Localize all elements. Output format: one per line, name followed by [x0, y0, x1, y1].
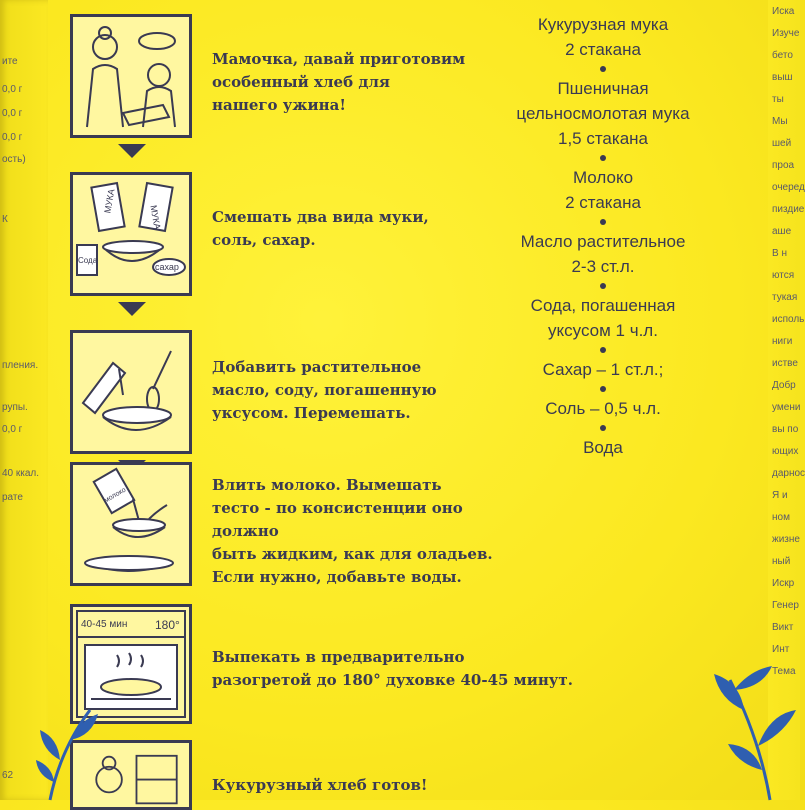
- right-edge-text-fragment: Изуче: [772, 28, 800, 39]
- ingredient-separator-dot: [600, 347, 606, 353]
- right-edge-text-fragment: Мы: [772, 116, 788, 127]
- right-edge-text-fragment: ном: [772, 512, 790, 523]
- right-edge-text-fragment: жизне: [772, 534, 800, 545]
- right-edge-text-fragment: истве: [772, 358, 798, 369]
- right-edge-text-fragment: В н: [772, 248, 787, 259]
- ingredient-item: Кукурузная мука 2 стакана: [537, 15, 669, 59]
- right-edge-text-fragment: ты: [772, 94, 784, 105]
- step-3-text: Добавить растительное масло, соду, погашенную уксусом. Перемешать.: [212, 358, 437, 422]
- left-edge-text-fragment: 62: [2, 770, 14, 781]
- right-edge-text-fragment: шей: [772, 138, 792, 149]
- step-3-illustration: [70, 330, 192, 454]
- ingredient-separator-dot: [600, 155, 606, 161]
- right-edge-text-fragment: Инт: [772, 644, 790, 655]
- step-1-text: Мамочка, давай приготовим особенный хлеб для нашего ужина!: [212, 50, 466, 114]
- right-edge-text-fragment: Искр: [772, 578, 795, 589]
- step-2-text: Смешать два вида муки, соль, сахар.: [212, 208, 429, 249]
- oven-temp-label: 180°: [155, 618, 180, 632]
- left-edge-text-fragment: 40 ккал.: [2, 468, 40, 479]
- ingredient-item: Вода: [583, 438, 623, 457]
- ingredient-separator-dot: [600, 283, 606, 289]
- right-edge-text-fragment: тукая: [772, 292, 798, 303]
- left-edge-text-fragment: пления.: [2, 360, 39, 371]
- step-arrow: [118, 302, 146, 316]
- right-edge-text-fragment: бето: [772, 50, 793, 61]
- ingredient-item: Пшеничная цельносмолотая мука 1,5 стакана: [516, 79, 690, 148]
- step-arrow: [118, 144, 146, 158]
- right-edge-text-fragment: выш: [772, 72, 793, 83]
- oil-whisk-bowl-icon: [73, 333, 189, 451]
- left-edge-text-fragment: ите: [2, 56, 18, 67]
- leaf-decoration-icon: [700, 660, 800, 800]
- left-edge-text-fragment: 0,0 г: [2, 84, 23, 95]
- flour-label: МУКА: [102, 188, 117, 214]
- step-4-text: Влить молоко. Вымешать тесто - по консистенции оно должно быть жидким, как для оладьев. Если нужно, добавьте воды.: [212, 476, 493, 586]
- ingredient-separator-dot: [600, 66, 606, 72]
- step-5-text: Выпекать в предварительно разогретой до 180° духовке 40-45 минут.: [212, 648, 573, 689]
- ingredient-item: Сахар – 1 ст.л.;: [542, 360, 664, 379]
- right-edge-text-fragment: Добр: [772, 380, 796, 391]
- left-edge-text-fragment: рупы.: [2, 402, 28, 413]
- mother-daughter-reading-icon: [73, 17, 189, 135]
- right-edge-text-fragment: Я и: [772, 490, 788, 501]
- sugar-label: сахар: [155, 262, 179, 272]
- left-edge-text-fragment: 0,0 г: [2, 424, 23, 435]
- left-edge-text-fragment: К: [2, 214, 8, 225]
- right-edge-text-fragment: вы по: [772, 424, 799, 435]
- ingredient-separator-dot: [600, 219, 606, 225]
- right-edge-text-fragment: исполь: [772, 314, 805, 325]
- right-edge-text-fragment: Иска: [772, 6, 795, 17]
- left-edge-text-fragment: рате: [2, 492, 23, 503]
- flour-label-2: МУКА: [148, 204, 163, 231]
- right-edge-text-fragment: ниги: [772, 336, 793, 347]
- ingredient-item: Соль – 0,5 ч.л.: [545, 399, 661, 418]
- right-edge-text-fragment: ются: [772, 270, 795, 281]
- oven-time-label: 40-45 мин: [81, 619, 128, 630]
- soda-label: Сода: [78, 256, 98, 265]
- right-edge-text-fragment: Генер: [772, 600, 799, 611]
- leaf-decoration-icon: [40, 690, 100, 800]
- left-edge-text-fragment: 0,0 г: [2, 132, 23, 143]
- ingredient-separator-dot: [600, 425, 606, 431]
- left-edge-text-fragment: 0,0 г: [2, 108, 23, 119]
- right-edge-text-fragment: умени: [772, 402, 801, 413]
- ingredient-item: Молоко 2 стакана: [565, 168, 641, 212]
- right-edge-text-fragment: пиздие: [772, 204, 805, 215]
- right-edge-text-fragment: очеред: [772, 182, 805, 193]
- flour-bags-bowl-icon: [73, 175, 189, 293]
- right-edge-text-fragment: ный: [772, 556, 791, 567]
- step-6-text: Кукурузный хлеб готов!: [212, 776, 428, 794]
- ingredient-separator-dot: [600, 386, 606, 392]
- step-1-illustration: [70, 14, 192, 138]
- left-panel-edge: [0, 0, 48, 800]
- right-edge-text-fragment: аше: [772, 226, 792, 237]
- right-edge-text-fragment: Тема: [772, 666, 796, 677]
- right-edge-text-fragment: ющих: [772, 446, 799, 457]
- step-4-illustration: [70, 462, 192, 586]
- milk-label: молоко: [103, 486, 128, 505]
- right-edge-text-fragment: дарнос: [772, 468, 805, 479]
- ingredient-item: Масло растительное 2-3 ст.л.: [520, 232, 686, 276]
- right-edge-text-fragment: проа: [772, 160, 795, 171]
- milk-pour-dough-icon: [73, 465, 189, 583]
- ingredient-item: Сода, погашенная уксусом 1 ч.л.: [530, 296, 676, 340]
- left-edge-text-fragment: ость): [2, 154, 26, 165]
- step-2-illustration: [70, 172, 192, 296]
- right-edge-text-fragment: Викт: [772, 622, 794, 633]
- ingredients-list: [488, 12, 718, 460]
